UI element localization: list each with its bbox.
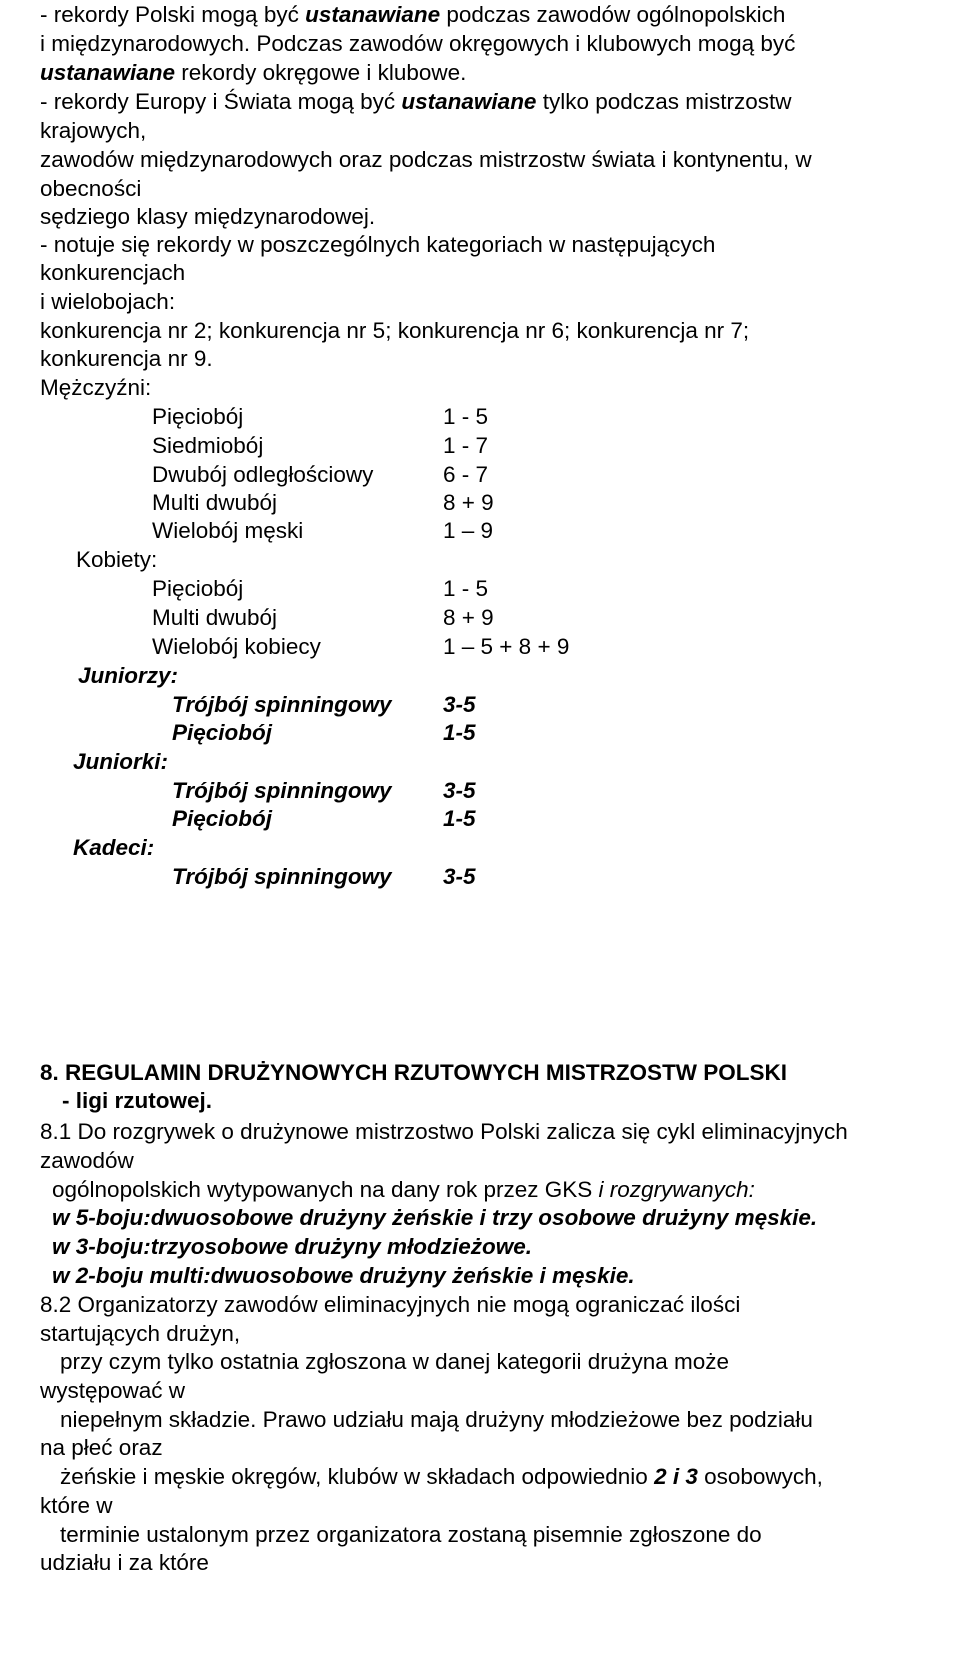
men-row-value: 1 - 7 <box>443 433 489 458</box>
intro-line-11: i wielobojach: <box>40 289 176 314</box>
intro-line-12: konkurencja nr 2; konkurencja nr 5; konkurencja nr 6; konkurencja nr 7; <box>40 318 750 343</box>
para-8-2-line-7 <box>60 1462 823 1491</box>
para-8-1-line-4: w 5-boju:dwuosobowe drużyny żeńskie i trzy osobowe drużyny męskie. <box>52 1205 818 1230</box>
emphasis: ustanawiane <box>401 89 537 114</box>
para-8-2-line-4: występować w <box>40 1378 186 1403</box>
men-row-value: 8 + 9 <box>443 490 494 515</box>
juniors-row-value: 1-5 <box>443 720 476 745</box>
men-row-value: 1 – 9 <box>443 518 494 543</box>
intro-line-2: i międzynarodowych. Podczas zawodów okręgowych i klubowych mogą być <box>40 31 796 56</box>
emphasis: ustanawiane <box>305 2 441 27</box>
intro-line-5: krajowych, <box>40 118 147 143</box>
text: rekordy okręgowe i klubowe. <box>175 60 467 85</box>
men-row-name: Pięciobój <box>152 404 244 429</box>
intro-line-3 <box>40 58 466 87</box>
para-8-2-line-1: 8.2 Organizatorzy zawodów eliminacyjnych nie mogą ograniczać ilości <box>40 1292 741 1317</box>
text: ogólnopolskich wytypowanych na dany rok przez GKS <box>52 1177 599 1202</box>
intro-line-1 <box>40 0 785 29</box>
emphasis: ustanawiane <box>40 60 176 85</box>
women-row-name: Wielobój kobiecy <box>152 634 321 659</box>
junior-women-row-value: 1-5 <box>443 806 476 831</box>
intro-line-4 <box>40 87 792 116</box>
para-8-2-line-10: udziału i za które <box>40 1550 209 1575</box>
text: - rekordy Europy i Świata mogą być <box>40 89 402 114</box>
text: osobowych, <box>697 1464 823 1489</box>
intro-line-10: konkurencjach <box>40 260 186 285</box>
para-8-1-line-3 <box>52 1175 755 1204</box>
cadets-row-name: Trójbój spinningowy <box>172 864 392 889</box>
para-8-2-line-8: które w <box>40 1493 113 1518</box>
intro-line-13: konkurencja nr 9. <box>40 346 213 371</box>
women-row-value: 1 - 5 <box>443 576 489 601</box>
men-row-name: Siedmiobój <box>152 433 264 458</box>
juniors-row-value: 3-5 <box>443 692 476 717</box>
emphasis: 2 i 3 <box>654 1464 698 1489</box>
men-row-value: 1 - 5 <box>443 404 489 429</box>
juniors-heading: Juniorzy: <box>78 663 179 688</box>
section-title-2: - ligi rzutowej. <box>62 1088 212 1113</box>
women-row-value: 8 + 9 <box>443 605 494 630</box>
men-row-value: 6 - 7 <box>443 462 489 487</box>
para-8-2-line-9: terminie ustalonym przez organizatora zostaną pisemnie zgłoszone do <box>60 1522 762 1547</box>
para-8-2-line-5: niepełnym składzie. Prawo udziału mają drużyny młodzieżowe bez podziału <box>60 1407 813 1432</box>
text: żeńskie i męskie okręgów, klubów w składach odpowiednio <box>60 1464 655 1489</box>
juniors-row-name: Trójbój spinningowy <box>172 692 392 717</box>
para-8-2-line-2: startujących drużyn, <box>40 1321 241 1346</box>
text: podczas zawodów ogólnopolskich <box>440 2 786 27</box>
text: tylko podczas mistrzostw <box>536 89 792 114</box>
intro-line-7: obecności <box>40 176 142 201</box>
section-title: 8. REGULAMIN DRUŻYNOWYCH RZUTOWYCH MISTRZOSTW POLSKI <box>40 1060 788 1085</box>
intro-line-8: sędziego klasy międzynarodowej. <box>40 204 376 229</box>
women-row-value: 1 – 5 + 8 + 9 <box>443 634 570 659</box>
men-row-name: Multi dwubój <box>152 490 278 515</box>
juniors-row-name: Pięciobój <box>172 720 273 745</box>
men-row-name: Dwubój odległościowy <box>152 462 374 487</box>
cadets-heading: Kadeci: <box>73 835 155 860</box>
men-row-name: Wielobój męski <box>152 518 304 543</box>
para-8-1-line-5: w 3-boju:trzyosobowe drużyny młodzieżowe. <box>52 1234 533 1259</box>
women-row-name: Pięciobój <box>152 576 244 601</box>
para-8-2-line-3: przy czym tylko ostatnia zgłoszona w danej kategorii drużyna może <box>60 1349 730 1374</box>
women-row-name: Multi dwubój <box>152 605 278 630</box>
cadets-row-value: 3-5 <box>443 864 476 889</box>
junior-women-row-name: Trójbój spinningowy <box>172 778 392 803</box>
text: - rekordy Polski mogą być <box>40 2 306 27</box>
para-8-1-line-2: zawodów <box>40 1148 134 1173</box>
men-heading: Mężczyźni: <box>40 375 152 400</box>
para-8-1-line-1: 8.1 Do rozgrywek o drużynowe mistrzostwo Polski zalicza się cykl eliminacyjnych <box>40 1119 848 1144</box>
junior-women-row-value: 3-5 <box>443 778 476 803</box>
women-heading: Kobiety: <box>76 547 158 572</box>
intro-line-6: zawodów międzynarodowych oraz podczas mistrzostw świata i kontynentu, w <box>40 147 812 172</box>
junior-women-row-name: Pięciobój <box>172 806 273 831</box>
para-8-1-line-6: w 2-boju multi:dwuosobowe drużyny żeńskie i męskie. <box>52 1263 635 1288</box>
junior-women-heading: Juniorki: <box>73 749 169 774</box>
para-8-2-line-6: na płeć oraz <box>40 1435 163 1460</box>
emphasis: i rozgrywanych: <box>598 1177 755 1202</box>
intro-line-9: - notuje się rekordy w poszczególnych kategoriach w następujących <box>40 232 716 257</box>
